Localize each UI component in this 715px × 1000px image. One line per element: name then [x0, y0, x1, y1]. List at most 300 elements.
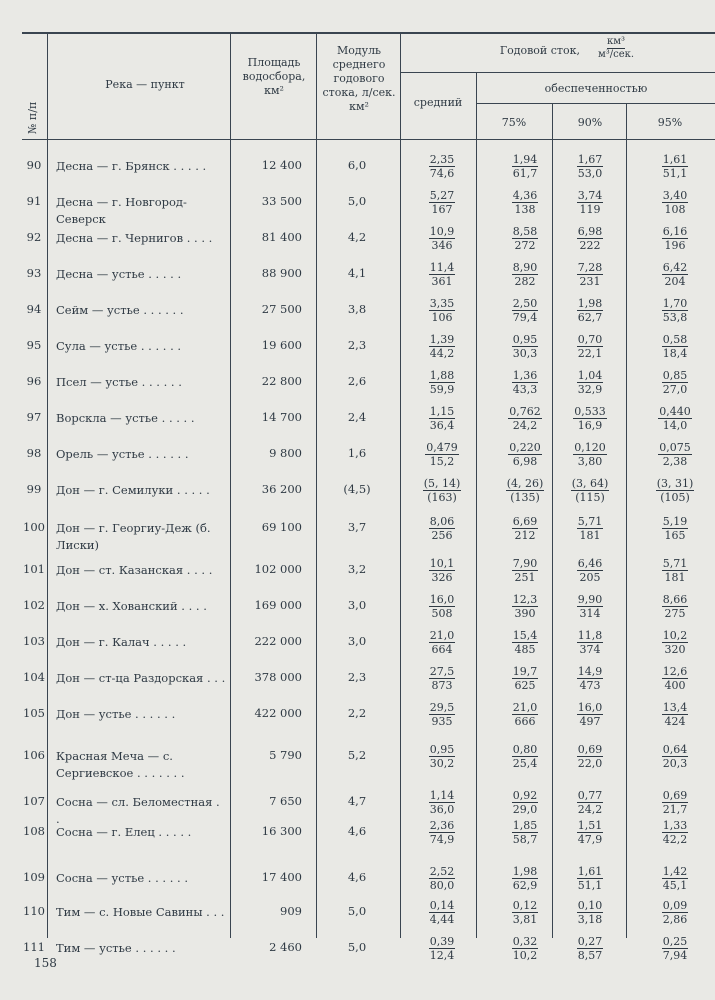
runoff-module: (4,5): [343, 482, 371, 496]
basin-area: 14 700: [261, 410, 302, 424]
runoff-p90: [555, 593, 625, 620]
header-module: Модуль среднего годового стока, л/сек. км²: [322, 44, 396, 113]
runoff-module: 6,0: [347, 158, 367, 172]
runoff-p95-km3: 0,25: [662, 935, 688, 948]
runoff-p95: [640, 557, 710, 584]
basin-area: 909: [280, 904, 302, 918]
table-row: [0, 330, 715, 366]
river-point: Дон — ст. Казанская . . . .: [56, 563, 213, 577]
runoff-p95-km3: 1,42: [662, 865, 688, 878]
table-row: [0, 932, 715, 968]
runoff-mean: [412, 189, 472, 216]
runoff-p95-m3s: 196: [664, 239, 686, 252]
runoff-p95: [640, 515, 710, 542]
runoff-p75-km3: 4,36: [512, 189, 538, 202]
runoff-mean-m3s: 36,4: [429, 419, 455, 432]
runoff-p90-km3: 0,27: [577, 935, 603, 948]
table-row: [0, 896, 715, 932]
runoff-p75: [490, 189, 560, 216]
table-row: [0, 258, 715, 294]
runoff-mean-km3: 1,88: [429, 369, 455, 382]
runoff-p95-km3: 3,40: [662, 189, 688, 202]
runoff-mean-m3s: 74,9: [429, 833, 455, 846]
runoff-p90-km3: 1,98: [577, 297, 603, 310]
runoff-p75: [490, 935, 560, 962]
river-point: Дон — г. Георгиу-Деж (б. Лиски): [56, 521, 211, 552]
runoff-module: 2,3: [347, 338, 367, 352]
runoff-p75: [490, 557, 560, 584]
runoff-p95-km3: 1,33: [662, 819, 688, 832]
basin-area: 19 600: [261, 338, 302, 352]
row-number: 92: [26, 230, 42, 244]
runoff-p95-m3s: 45,1: [662, 879, 688, 892]
runoff-p75: [490, 369, 560, 396]
table-row: [0, 740, 715, 780]
runoff-mean-km3: 10,1: [429, 557, 455, 570]
header-p90: 90%: [577, 116, 603, 129]
basin-area: 378 000: [254, 670, 302, 684]
runoff-mean-km3: 21,0: [429, 629, 455, 642]
runoff-p90-m3s: 181: [579, 529, 601, 542]
runoff-p75-km3: 1,98: [512, 865, 538, 878]
runoff-module: 2,2: [347, 706, 367, 720]
runoff-p90: [555, 189, 625, 216]
runoff-p95-km3: (3, 31): [656, 477, 694, 490]
river-point: Орель — устье . . . . . .: [56, 447, 189, 461]
river-point: Десна — г. Новгород-Северск: [56, 195, 187, 226]
runoff-mean-km3: 0,479: [426, 441, 458, 454]
runoff-p75: [490, 701, 560, 728]
table-row: [0, 474, 715, 510]
runoff-p75: [490, 405, 560, 432]
runoff-mean-km3: 10,9: [429, 225, 455, 238]
runoff-p90: [555, 819, 625, 846]
river-point: Ворскла — устье . . . . .: [56, 411, 195, 425]
runoff-p75-m3s: 251: [514, 571, 536, 584]
runoff-p95: [640, 665, 710, 692]
runoff-mean: [412, 405, 472, 432]
runoff-p90-m3s: 205: [579, 571, 601, 584]
header-runoff: Годовой сток,: [499, 44, 580, 57]
runoff-p75: [490, 261, 560, 288]
runoff-p75: [490, 477, 560, 504]
runoff-p75-km3: 0,80: [512, 743, 538, 756]
runoff-mean-m3s: (163): [427, 491, 457, 504]
runoff-mean-m3s: 361: [431, 275, 453, 288]
runoff-p90: [555, 333, 625, 360]
runoff-p90: [555, 297, 625, 324]
header-mean: средний: [413, 96, 463, 109]
runoff-p90-km3: 1,51: [577, 819, 603, 832]
runoff-mean-m3s: 106: [431, 311, 453, 324]
runoff-p90: [555, 789, 625, 816]
runoff-p75: [490, 665, 560, 692]
runoff-p90: [555, 515, 625, 542]
river-point: Дон — х. Хованский . . . .: [56, 599, 207, 613]
runoff-module: 4,6: [347, 824, 367, 838]
runoff-module: 5,2: [347, 748, 367, 762]
header-runoff-unit: [586, 36, 646, 61]
table-row: [0, 438, 715, 474]
river-point: Десна — г. Чернигов . . . .: [56, 231, 213, 245]
runoff-p75: [490, 789, 560, 816]
runoff-p75: [490, 865, 560, 892]
basin-area: 36 200: [261, 482, 302, 496]
runoff-p75-km3: 2,50: [512, 297, 538, 310]
runoff-mean: [412, 477, 472, 504]
runoff-p95: [640, 865, 710, 892]
runoff-p90-m3s: 497: [579, 715, 601, 728]
runoff-p95: [640, 189, 710, 216]
table-row: [0, 402, 715, 438]
runoff-p75-km3: 0,92: [512, 789, 538, 802]
row-number: 108: [23, 824, 45, 838]
runoff-p95-km3: 10,2: [662, 629, 688, 642]
runoff-mean: [412, 593, 472, 620]
runoff-p95: [640, 629, 710, 656]
runoff-p90: [555, 557, 625, 584]
runoff-p90-km3: 1,04: [577, 369, 603, 382]
runoff-module: 2,6: [347, 374, 367, 388]
runoff-mean-m3s: 36,0: [429, 803, 455, 816]
runoff-p90: [555, 153, 625, 180]
river-point: Сейм — устье . . . . . .: [56, 303, 184, 317]
runoff-p95: [640, 819, 710, 846]
runoff-p95-km3: 6,42: [662, 261, 688, 274]
runoff-mean: [412, 701, 472, 728]
basin-area: 5 790: [269, 748, 302, 762]
runoff-mean: [412, 153, 472, 180]
runoff-p95-km3: 0,58: [662, 333, 688, 346]
runoff-p95-m3s: 21,7: [662, 803, 688, 816]
runoff-module: 2,3: [347, 670, 367, 684]
runoff-p90-km3: 6,98: [577, 225, 603, 238]
runoff-p75-m3s: 29,0: [512, 803, 538, 816]
runoff-p95-km3: 1,70: [662, 297, 688, 310]
runoff-mean: [412, 557, 472, 584]
row-number: 95: [26, 338, 42, 352]
runoff-p90-m3s: 16,9: [577, 419, 603, 432]
runoff-mean-m3s: 74,6: [429, 167, 455, 180]
row-number: 104: [23, 670, 45, 684]
runoff-p90-m3s: 53,0: [577, 167, 603, 180]
header-num: № п/п: [26, 101, 39, 134]
basin-area: 169 000: [254, 598, 302, 612]
basin-area: 102 000: [254, 562, 302, 576]
row-number: 106: [23, 748, 45, 762]
runoff-p75-km3: 0,12: [512, 899, 538, 912]
runoff-p95: [640, 333, 710, 360]
table-row: [0, 554, 715, 590]
runoff-mean-km3: 29,5: [429, 701, 455, 714]
runoff-p90-m3s: 32,9: [577, 383, 603, 396]
row-number: 101: [23, 562, 45, 576]
runoff-p75-m3s: 25,4: [512, 757, 538, 770]
basin-area: 7 650: [269, 794, 302, 808]
runoff-p90-km3: 1,61: [577, 865, 603, 878]
basin-area: 9 800: [269, 446, 302, 460]
runoff-p75: [490, 441, 560, 468]
table-row: [0, 626, 715, 662]
runoff-module: 4,7: [347, 794, 367, 808]
table-row: [0, 186, 715, 226]
table-row: [0, 662, 715, 698]
runoff-p90-m3s: 62,7: [577, 311, 603, 324]
header-probability: обеспеченностью: [544, 82, 648, 95]
runoff-p95-m3s: 275: [664, 607, 686, 620]
runoff-mean: [412, 225, 472, 252]
table-row: [0, 862, 715, 898]
runoff-mean-km3: 11,4: [429, 261, 455, 274]
runoff-p90-m3s: 24,2: [577, 803, 603, 816]
runoff-mean-m3s: 873: [431, 679, 453, 692]
runoff-mean: [412, 333, 472, 360]
runoff-p95: [640, 899, 710, 926]
basin-area: 17 400: [261, 870, 302, 884]
runoff-mean: [412, 819, 472, 846]
runoff-p95: [640, 789, 710, 816]
runoff-p75-m3s: 666: [514, 715, 536, 728]
runoff-unit-bottom: м³/сек.: [597, 49, 635, 60]
runoff-module: 4,6: [347, 870, 367, 884]
runoff-p75-m3s: 390: [514, 607, 536, 620]
runoff-p75-m3s: 24,2: [512, 419, 538, 432]
runoff-p75-m3s: 43,3: [512, 383, 538, 396]
runoff-p75-m3s: 6,98: [512, 455, 538, 468]
basin-area: 81 400: [261, 230, 302, 244]
header-river: Река — пункт: [105, 78, 185, 91]
runoff-mean-km3: 8,06: [429, 515, 455, 528]
runoff-mean-m3s: 44,2: [429, 347, 455, 360]
runoff-mean-km3: (5, 14): [423, 477, 461, 490]
runoff-mean: [412, 297, 472, 324]
runoff-p95-km3: 8,66: [662, 593, 688, 606]
runoff-p75-m3s: 625: [514, 679, 536, 692]
runoff-p90-km3: 1,67: [577, 153, 603, 166]
river-point: Сосна — сл. Беломестная . .: [56, 795, 220, 826]
runoff-p75-m3s: 79,4: [512, 311, 538, 324]
basin-area: 12 400: [261, 158, 302, 172]
runoff-p75-km3: 0,95: [512, 333, 538, 346]
river-point: Сосна — г. Елец . . . . .: [56, 825, 192, 839]
row-number: 109: [23, 870, 45, 884]
runoff-mean: [412, 515, 472, 542]
river-point: Дон — устье . . . . . .: [56, 707, 176, 721]
runoff-p95-m3s: 2,86: [662, 913, 688, 926]
header-subrule: [476, 103, 715, 104]
runoff-p95: [640, 477, 710, 504]
runoff-p90-km3: 9,90: [577, 593, 603, 606]
runoff-p90-km3: 5,71: [577, 515, 603, 528]
runoff-p90-m3s: 22,0: [577, 757, 603, 770]
runoff-mean: [412, 743, 472, 770]
runoff-mean-m3s: 256: [431, 529, 453, 542]
runoff-p90-m3s: 8,57: [577, 949, 603, 962]
table-row: [0, 816, 715, 852]
runoff-p95-km3: 0,64: [662, 743, 688, 756]
runoff-p95: [640, 369, 710, 396]
runoff-p95: [640, 261, 710, 288]
runoff-p90-m3s: 314: [579, 607, 601, 620]
basin-area: 33 500: [261, 194, 302, 208]
runoff-mean: [412, 665, 472, 692]
runoff-p95-km3: 0,440: [659, 405, 691, 418]
runoff-mean-km3: 0,95: [429, 743, 455, 756]
runoff-p90-km3: 0,120: [574, 441, 606, 454]
runoff-p90-m3s: 374: [579, 643, 601, 656]
runoff-p75-km3: 7,90: [512, 557, 538, 570]
river-point: Десна — устье . . . . .: [56, 267, 182, 281]
runoff-mean-m3s: 935: [431, 715, 453, 728]
runoff-p90-km3: (3, 64): [571, 477, 609, 490]
runoff-p75: [490, 629, 560, 656]
runoff-p95: [640, 935, 710, 962]
river-point: Дон — г. Семилуки . . . . .: [56, 483, 210, 497]
runoff-p95: [640, 701, 710, 728]
runoff-p95-m3s: 51,1: [662, 167, 688, 180]
runoff-mean-km3: 3,35: [429, 297, 455, 310]
runoff-mean-m3s: 12,4: [429, 949, 455, 962]
river-point: Дон — г. Калач . . . . .: [56, 635, 187, 649]
river-point: Псел — устье . . . . . .: [56, 375, 182, 389]
runoff-p90-km3: 3,74: [577, 189, 603, 202]
runoff-mean-km3: 27,5: [429, 665, 455, 678]
river-point: Тим — с. Новые Савины . . .: [56, 905, 225, 919]
runoff-p90-km3: 0,69: [577, 743, 603, 756]
runoff-p90: [555, 899, 625, 926]
runoff-mean-m3s: 30,2: [429, 757, 455, 770]
runoff-p90: [555, 441, 625, 468]
runoff-p75-km3: (4, 26): [506, 477, 544, 490]
runoff-mean: [412, 441, 472, 468]
runoff-mean-km3: 1,39: [429, 333, 455, 346]
runoff-mean-m3s: 346: [431, 239, 453, 252]
basin-area: 88 900: [261, 266, 302, 280]
runoff-p95-km3: 5,19: [662, 515, 688, 528]
runoff-p95: [640, 441, 710, 468]
runoff-p95-m3s: 400: [664, 679, 686, 692]
runoff-p95-m3s: 14,0: [662, 419, 688, 432]
runoff-p95-m3s: 27,0: [662, 383, 688, 396]
runoff-module: 3,8: [347, 302, 367, 316]
table-row: [0, 222, 715, 258]
runoff-mean-km3: 0,14: [429, 899, 455, 912]
runoff-p75-km3: 15,4: [512, 629, 538, 642]
table-row: [0, 366, 715, 402]
runoff-p95-m3s: 165: [664, 529, 686, 542]
runoff-module: 3,7: [347, 520, 367, 534]
runoff-module: 3,2: [347, 562, 367, 576]
runoff-p95: [640, 743, 710, 770]
runoff-p90: [555, 743, 625, 770]
runoff-mean-km3: 1,14: [429, 789, 455, 802]
runoff-p90-m3s: 3,80: [577, 455, 603, 468]
row-number: 93: [26, 266, 42, 280]
runoff-p75-m3s: 58,7: [512, 833, 538, 846]
runoff-p95-m3s: 53,8: [662, 311, 688, 324]
runoff-p95-km3: 1,61: [662, 153, 688, 166]
runoff-p75-m3s: (135): [510, 491, 540, 504]
runoff-p75-km3: 19,7: [512, 665, 538, 678]
runoff-p90-km3: 16,0: [577, 701, 603, 714]
runoff-p75: [490, 515, 560, 542]
runoff-p90-m3s: 231: [579, 275, 601, 288]
runoff-p95-m3s: 108: [664, 203, 686, 216]
runoff-p95: [640, 153, 710, 180]
runoff-p90-m3s: 51,1: [577, 879, 603, 892]
runoff-p90-m3s: 473: [579, 679, 601, 692]
runoff-p95-km3: 0,075: [659, 441, 691, 454]
runoff-p95-m3s: 424: [664, 715, 686, 728]
runoff-p75-m3s: 3,81: [512, 913, 538, 926]
runoff-p95-m3s: 18,4: [662, 347, 688, 360]
runoff-p95-m3s: 181: [664, 571, 686, 584]
basin-area: 27 500: [261, 302, 302, 316]
row-number: 96: [26, 374, 42, 388]
runoff-p90-km3: 0,77: [577, 789, 603, 802]
runoff-mean-m3s: 326: [431, 571, 453, 584]
runoff-p95-m3s: 204: [664, 275, 686, 288]
river-point: Десна — г. Брянск . . . . .: [56, 159, 207, 173]
runoff-p90: [555, 629, 625, 656]
runoff-mean: [412, 935, 472, 962]
runoff-p75: [490, 225, 560, 252]
runoff-p90-km3: 0,70: [577, 333, 603, 346]
runoff-p90-m3s: 3,18: [577, 913, 603, 926]
runoff-p90-m3s: 47,9: [577, 833, 603, 846]
runoff-p75: [490, 153, 560, 180]
runoff-p75-km3: 8,58: [512, 225, 538, 238]
runoff-p95-m3s: (105): [660, 491, 690, 504]
runoff-p75: [490, 593, 560, 620]
runoff-p90: [555, 225, 625, 252]
runoff-p90-km3: 7,28: [577, 261, 603, 274]
runoff-p75-m3s: 30,3: [512, 347, 538, 360]
runoff-p90-m3s: 22,1: [577, 347, 603, 360]
row-number: 105: [23, 706, 45, 720]
runoff-p95-m3s: 20,3: [662, 757, 688, 770]
runoff-p95-m3s: 42,2: [662, 833, 688, 846]
runoff-p95-km3: 0,09: [662, 899, 688, 912]
runoff-p95: [640, 225, 710, 252]
runoff-p90: [555, 935, 625, 962]
runoff-p75-m3s: 272: [514, 239, 536, 252]
page-number: 158: [34, 956, 57, 970]
runoff-p75: [490, 819, 560, 846]
runoff-p90: [555, 261, 625, 288]
header-subrule: [400, 72, 715, 73]
runoff-p95: [640, 593, 710, 620]
table-row: [0, 150, 715, 186]
runoff-p90-km3: 0,10: [577, 899, 603, 912]
runoff-mean-m3s: 4,44: [429, 913, 455, 926]
runoff-module: 5,0: [347, 940, 367, 954]
runoff-mean-m3s: 664: [431, 643, 453, 656]
header-p75: 75%: [501, 116, 527, 129]
runoff-module: 3,0: [347, 598, 367, 612]
row-number: 107: [23, 794, 45, 808]
runoff-p75: [490, 333, 560, 360]
runoff-mean-m3s: 59,9: [429, 383, 455, 396]
runoff-p75-km3: 12,3: [512, 593, 538, 606]
runoff-mean-m3s: 80,0: [429, 879, 455, 892]
runoff-p75-km3: 21,0: [512, 701, 538, 714]
runoff-p75: [490, 297, 560, 324]
runoff-mean: [412, 789, 472, 816]
runoff-p95-m3s: 2,38: [662, 455, 688, 468]
runoff-p90: [555, 865, 625, 892]
runoff-p95-m3s: 7,94: [662, 949, 688, 962]
